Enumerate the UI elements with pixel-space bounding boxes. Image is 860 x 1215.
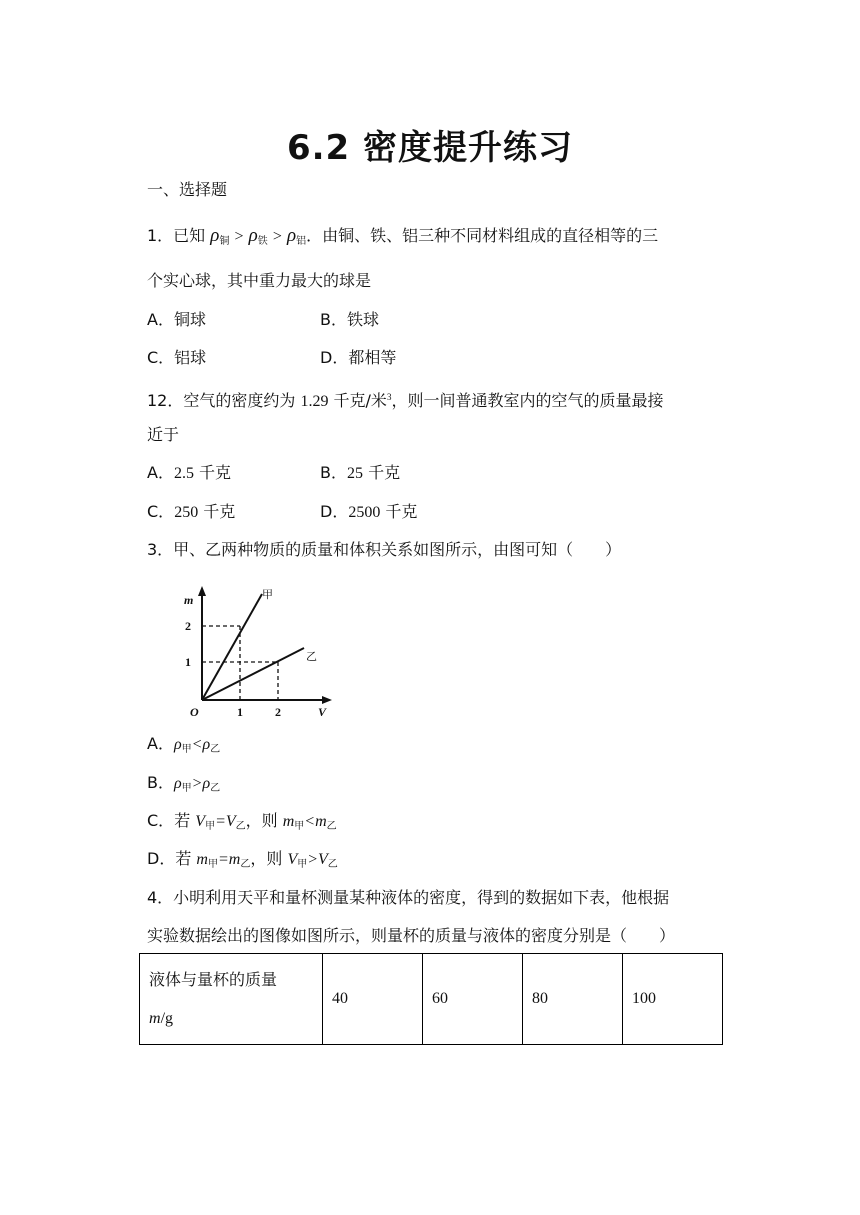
y-axis-label: m — [184, 593, 194, 607]
page-title: 6.2 密度提升练习 — [286, 128, 574, 168]
q2-option-a: A．2.5 千克 — [147, 463, 232, 482]
line-jia-label: 甲 — [262, 588, 273, 601]
question-1-number: 1．已知 — [147, 226, 206, 245]
q3-option-a: A．$\rho_甲<\rho_乙$ — [147, 734, 221, 755]
y-tick-2: 2 — [185, 619, 191, 633]
origin-label: O — [190, 705, 199, 717]
x-tick-2: 2 — [275, 705, 281, 717]
y-tick-1: 1 — [185, 655, 191, 669]
line-yi-label: 乙 — [306, 650, 317, 663]
q2-option-b: B．25 千克 — [320, 463, 401, 482]
question-1-stem: 1．已知 $\rho_铜 > \rho_铁 > \rho_铝$．由铜、铁、铝三种不同材料组成的直径相等的三 — [147, 225, 659, 247]
question-2-stem-line2: 近于 — [147, 425, 180, 444]
x-tick-1: 1 — [237, 705, 243, 717]
section-heading: 一、选择题 — [147, 180, 228, 199]
x-axis-arrow-icon — [322, 696, 332, 704]
table-cell: 100 — [623, 954, 723, 1045]
q3-option-b: B．$\rho_甲>\rho_乙$ — [147, 773, 221, 794]
q2-option-d: D．2500 千克 — [320, 502, 418, 521]
question-4-stem: 4．小明利用天平和量杯测量某种液体的密度，得到的数据如下表，他根据 — [147, 888, 670, 907]
q1-option-a: A．铜球 — [147, 310, 206, 329]
q3-option-c: C．若 $V_甲=V_乙$，则 $m_甲<m_乙$ — [147, 811, 337, 832]
question-4-stem-line2: 实验数据绘出的图像如图所示，则量杯的质量与液体的密度分别是（ ） — [147, 926, 676, 945]
q3-option-d: D．若 $m_甲=m_乙$，则 $V_甲>V_乙$ — [147, 849, 338, 870]
question-1-stem-line2: 个实心球，其中重力最大的球是 — [147, 271, 372, 290]
table-row — [140, 954, 723, 1045]
data-table — [139, 953, 723, 1045]
table-cell: 60 — [423, 954, 523, 1045]
table-cell: 40 — [323, 954, 423, 1045]
x-axis-label: V — [318, 705, 327, 717]
q1-option-b: B．铁球 — [320, 310, 379, 329]
q1-option-d: D．都相等 — [320, 348, 397, 367]
question-2-stem: 12．空气的密度约为 1.29 千克/米$^3$，则一间普通教室内的空气的质量最接 — [147, 391, 664, 410]
table-header-cell: 液体与量杯的质量 m/g — [140, 954, 323, 1045]
y-axis-arrow-icon — [198, 586, 206, 596]
q2-option-c: C．250 千克 — [147, 502, 236, 521]
question-3-stem: 3．甲、乙两种物质的质量和体积关系如图所示，由图可知（ ） — [147, 540, 622, 559]
mass-volume-graph — [172, 582, 337, 717]
table-cell: 80 — [523, 954, 623, 1045]
q1-option-c: C．铝球 — [147, 348, 207, 367]
